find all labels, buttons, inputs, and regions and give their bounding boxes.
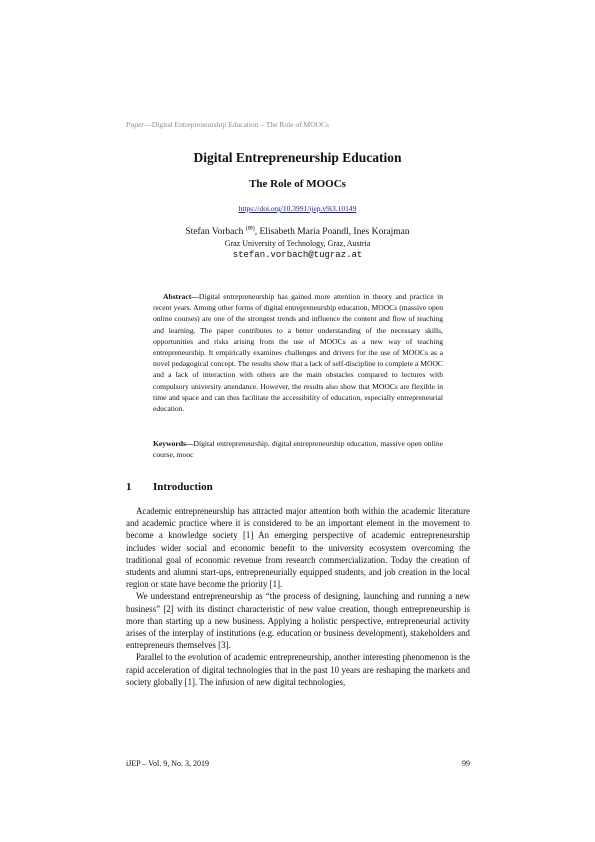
section-number: 1 (126, 481, 132, 493)
affiliation: Graz University of Technology, Graz, Austria (224, 239, 371, 248)
keywords-text: Digital entrepreneurship, digital entrepreneurship education, massive open online course, mooc (153, 439, 443, 460)
first-author: Stefan Vorbach (185, 227, 244, 238)
running-head-journal: Paper (126, 120, 145, 129)
running-head-text: Digital Entrepreneurship Education – The Role of MOOCs (151, 120, 329, 129)
body-text (126, 505, 470, 688)
footer-page-number: 99 (462, 759, 470, 768)
author-email[interactable]: stefan.vorbach@tugraz.at (232, 250, 363, 260)
abstract-text: Digital entrepreneurship has gained more attention in theory and practice in recent years. Among other forms of digital entrepreneurship education, MOOCs (massive open online courses) are one of the strongest trends and influence the content and flow of teaching and learning. The paper contributes to a better understanding of the necessary skills, opportunities and risks arising from the use of MOOCs as a new way of teaching entrepreneurship. It empirically examines challenges and drivers for the use of MOOCs as a novel pedagogical concept. The results show that a lack of self-discipline to complete a MOOC and a lack of interaction with others are the main obstacles compared to lectures with compulsory university attendance. However, the results also show that MOOCs are flexible in time and space and can thus facilitate the accessibility of education, especially entrepreneurial education. (153, 292, 443, 414)
keywords-label: Keywords— (153, 439, 194, 448)
doi-link[interactable]: https://doi.org/10.3991/ijep.v9i3.10149 (238, 204, 357, 213)
paper-title: Digital Entrepreneurship Education (193, 150, 402, 165)
running-head-separator: — (144, 120, 152, 129)
other-authors: , Elisabeth Maria Poandl, Ines Korajman (254, 227, 410, 238)
paper-subtitle: The Role of MOOCs (249, 178, 346, 190)
keywords (153, 438, 443, 460)
paragraph: Parallel to the evolution of academic entrepreneurship, another interesting phenomenon is the rapid acceleration of digital technologies that in the past 10 years are reshaping the markets and society globally [1]. The infusion of new digital technologies, (126, 652, 470, 687)
abstract-label: Abstract— (163, 292, 199, 301)
abstract (153, 291, 443, 414)
section-title: Introduction (153, 481, 213, 493)
corresponding-author-mark: (✉) (245, 226, 255, 232)
footer-journal-info: iJEP – Vol. 9, No. 3, 2019 (126, 759, 209, 768)
paragraph: We understand entrepreneurship as “the process of designing, launching and running a new business” [2] with its distinct characteristic of new value creation, though entrepreneurship is more than starting up a new business. Applying a holistic perspective, entrepreneurial activity arises of the interplay of institutions (e.g. education or business development), stakeholders and entrepreneurs themselves [3]. (126, 591, 470, 651)
authors-line (0, 225, 595, 237)
paragraph: Academic entrepreneurship has attracted major attention both within the academic literature and academic practice where it is considered to be an important element in the movement to become a knowledge society [1] An emerging perspective of academic entrepreneurship includes wider social and economic benefit to the university ecosystem overcoming the traditional goal of economic revenue from research commercialization. Today the creation of students and alumni start-ups, entrepreneurially equipped students, and job creation in the local region or state have become the priority [1]. (126, 506, 470, 590)
running-head (126, 120, 329, 129)
